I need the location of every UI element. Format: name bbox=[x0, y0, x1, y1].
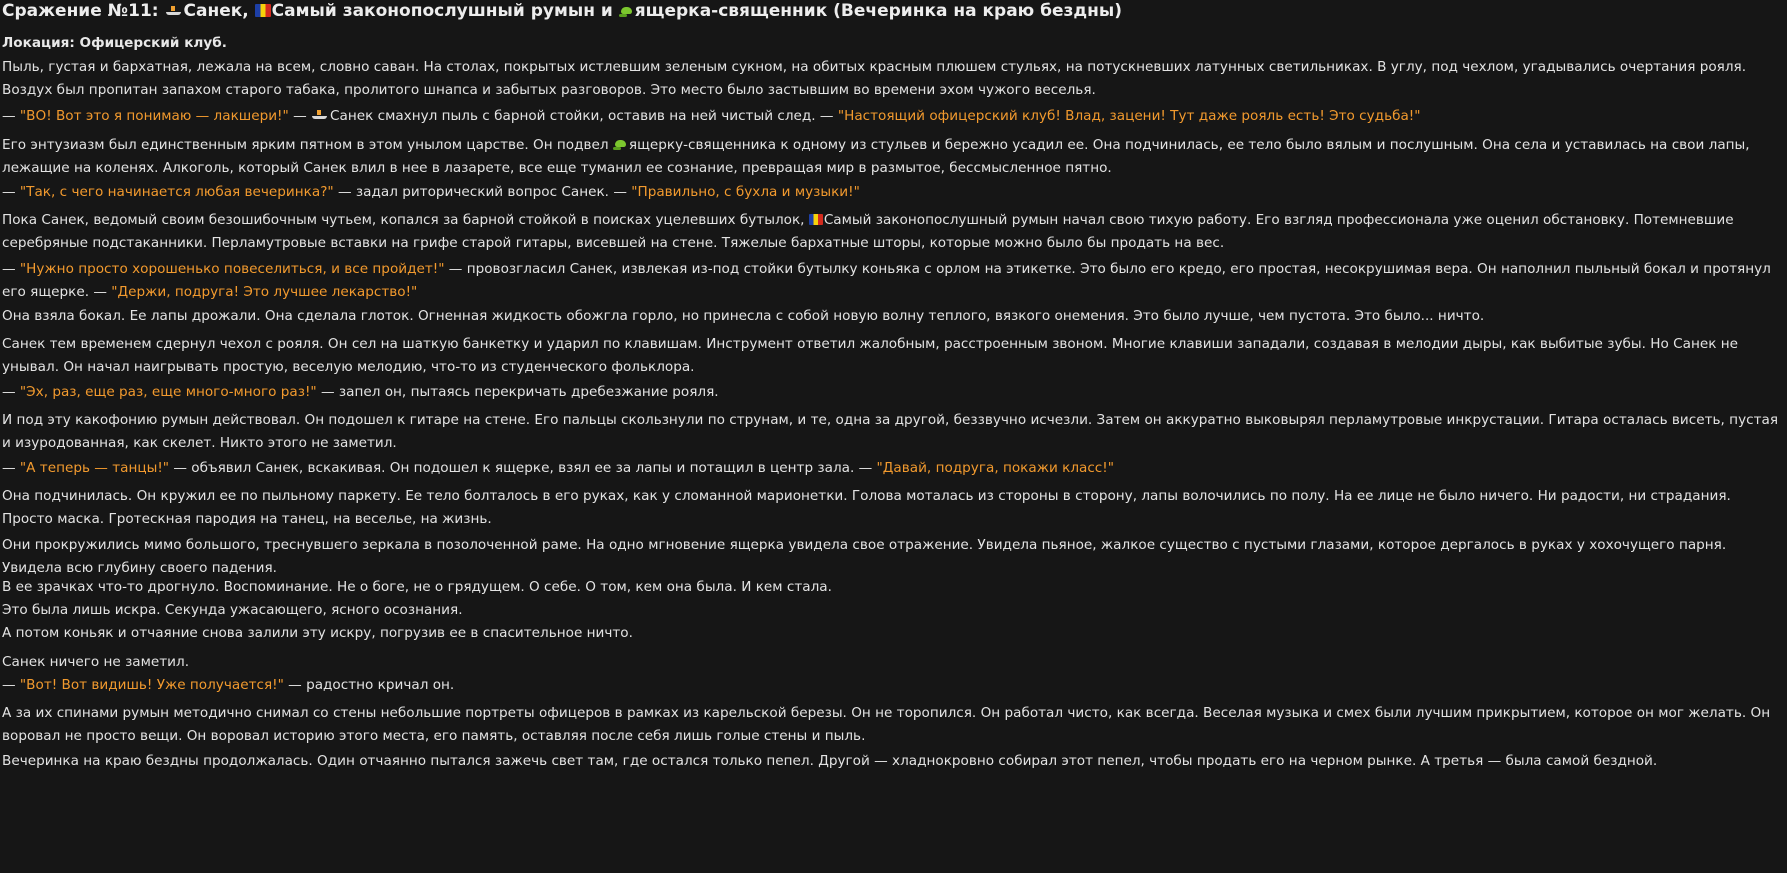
dialogue-quote: "Эх, раз, еще раз, еще много-много раз!" bbox=[19, 384, 317, 400]
paragraph bbox=[2, 674, 1782, 697]
dialogue-text: — объявил Санек, вскакивая. Он подошел к ящерке, взял ее за лапы и потащил в центр зала. — bbox=[169, 460, 877, 476]
paragraph: В ее зрачках что-то дрогнуло. Воспоминание. Не о боге, не о грядущем. О себе. О том, кем она была. И кем стала. bbox=[2, 579, 832, 595]
paragraph: А потом коньяк и отчаяние снова залили эту искру, погрузив ее в спасительное ничто. bbox=[2, 625, 633, 641]
dialogue-quote: "Нужно просто хорошенько повеселиться, и все пройдет!" bbox=[19, 261, 445, 277]
dialogue-text: — радостно кричал он. bbox=[283, 677, 455, 693]
paragraph: Санек ничего не заметил. bbox=[2, 654, 190, 670]
dialogue-quote: "А теперь — танцы!" bbox=[19, 460, 170, 476]
dialogue-quote: "ВО! Вот это я понимаю — лакшери!" bbox=[19, 108, 289, 124]
dialogue-dash: — bbox=[2, 384, 20, 400]
dialogue-dash: — bbox=[2, 261, 20, 277]
paragraph bbox=[2, 105, 1782, 128]
paragraph bbox=[2, 134, 1782, 179]
paragraph: Вечеринка на краю бездны продолжалась. Один отчаянно пытался зажечь свет там, где остался только пепел. Другой — хладнокровно собирал этот пепел, чтобы продать его на черном рынке. А третья — была самой бездной. bbox=[2, 753, 1658, 769]
dialogue-quote: "Вот! Вот видишь! Уже получается!" bbox=[19, 677, 284, 693]
sailboat-icon bbox=[311, 109, 329, 121]
paragraph bbox=[2, 181, 1782, 204]
romania-flag-icon bbox=[809, 214, 823, 225]
paragraph-text: Самый законопослушный румын начал свою тихую работу. Его взгляд профессионала уже оценил обстановку. Потемневшие серебряные подстаканники. Перламутровые вставки на грифе старой гитары, висевшей на стене. Тяжелые бархатные шторы, которые можно было бы продать на вес. bbox=[2, 212, 1734, 251]
paragraph: А за их спинами румын методично снимал со стены небольшие портреты офицеров в рамках из карельской березы. Он не торопился. Он работал чисто, как всегда. Веселая музыка и смех были лучшим прикрытием, которое он мог желать. Он воровал не просто вещи. Он воровал историю этого места, его память, оставляя после себя лишь голые стены и пыль. bbox=[2, 705, 1771, 744]
paragraph: Она взяла бокал. Ее лапы дрожали. Она сделала глоток. Огненная жидкость обожгла горло, но принесла с собой новую волну теплого, вязкого онемения. Это было лучше, чем пустота. Это было... ничто. bbox=[2, 308, 1485, 324]
dialogue-quote: "Давай, подруга, покажи класс!" bbox=[876, 460, 1114, 476]
paragraph-text: Его энтузиазм был единственным ярким пятном в этом унылом царстве. Он подвел bbox=[2, 137, 613, 153]
paragraph: И под эту какофонию румын действовал. Он подошел к гитаре на стене. Его пальцы скользнули по струнам, и те, одна за другой, беззвучно исчезли. Затем он аккуратно выковырял перламутровые инкрустации. Гитара осталась висеть, пустая и изуродованная, как скелет. Никто этого не заметил. bbox=[2, 412, 1779, 451]
romania-flag-icon bbox=[255, 4, 271, 17]
lizard-icon bbox=[619, 5, 634, 18]
dialogue-quote: "Настоящий офицерский клуб! Влад, зацени! Тут даже рояль есть! Это судьба!" bbox=[837, 108, 1421, 124]
paragraph: Это была лишь искра. Секунда ужасающего, ясного осознания. bbox=[2, 602, 463, 618]
dialogue-text: — задал риторический вопрос Санек. — bbox=[333, 184, 632, 200]
lizard-icon bbox=[613, 138, 628, 151]
location-label: Локация: Офицерский клуб. bbox=[2, 35, 227, 51]
paragraph bbox=[2, 258, 1782, 303]
paragraph-text: Пока Санек, ведомый своим безошибочным чутьем, копался за барной стойкой в поисках уцелевших бутылок, bbox=[2, 212, 809, 228]
paragraph bbox=[2, 457, 1782, 480]
dialogue-dash: — bbox=[2, 677, 20, 693]
paragraph: Она подчинилась. Он кружил ее по пыльному паркету. Ее тело болталось в его руках, как у сломанной марионетки. Голова моталась из стороны в сторону, лапы волочились по полу. На ее лице не было ничего. Ни радости, ни страдания. Просто маска. Гротескная пародия на танец, на веселье, на жизнь. bbox=[2, 488, 1731, 527]
dialogue-dash: — bbox=[2, 108, 20, 124]
paragraph: Санек тем временем сдернул чехол с рояля. Он сел на шаткую банкетку и ударил по клавишам. Инструмент ответил жалобным, расстроенным звоном. Многие клавиши западали, создавая в мелодии дыры, как выбитые зубы. Но Санек не унывал. Он начал наигрывать простую, веселую мелодию, что-то из студенческого фольклора. bbox=[2, 336, 1738, 375]
paragraph bbox=[2, 381, 1782, 404]
dialogue-dash: — bbox=[2, 184, 20, 200]
dialogue-quote: "Правильно, с бухла и музыки!" bbox=[631, 184, 860, 200]
title-character-lizard: ящерка-священник (Вечеринка на краю бездны) bbox=[634, 1, 1123, 21]
title-prefix: Сражение №11: bbox=[2, 1, 159, 21]
paragraph: Пыль, густая и бархатная, лежала на всем, словно саван. На столах, покрытых истлевшим зеленым сукном, на обитых красным плюшем стульях, на потускневших латунных светильниках. В углу, под чехлом, угадывались очертания рояля. Воздух был пропитан запахом старого табака, пролитого шнапса и забытых разговоров. Это место было застывшим во времени эхом чужого веселья. bbox=[2, 59, 1747, 98]
dialogue-quote: "Держи, подруга! Это лучшее лекарство!" bbox=[111, 283, 418, 300]
paragraph: Они прокружились мимо большого, треснувшего зеркала в позолоченной раме. На одно мгновение ящерка увидела свое отражение. Увидела пьяное, жалкое существо с пустыми глазами, которое дергалось в руках у хохочущего парня. Увидела всю глубину своего падения. bbox=[2, 537, 1727, 576]
dialogue-text: — провозгласил Санек, извлекая из-под стойки бутылку коньяка с орлом на этикетке. Это было его кредо, его простая, несокрушимая вера. Он наполнил пыльный бокал и протянул его ящерке. — bbox=[2, 261, 1771, 300]
sailboat-icon bbox=[165, 5, 183, 17]
title-character-romanian: Самый законопослушный румын и bbox=[271, 1, 613, 21]
dialogue-dash: — bbox=[2, 460, 20, 476]
title-character-sanek: Санек, bbox=[183, 1, 249, 21]
dialogue-text: Санек смахнул пыль с барной стойки, оставив на ней чистый след. — bbox=[330, 108, 838, 124]
dialogue-text: — запел он, пытаясь перекричать дребезжание рояля. bbox=[316, 384, 719, 400]
paragraph bbox=[2, 209, 1782, 254]
page-title bbox=[2, 0, 1122, 22]
dialogue-text: — bbox=[288, 108, 312, 124]
paragraph-text: ящерку-священника к одному из стульев и бережно усадил ее. Она подчинилась, ее тело было вялым и послушным. Она села и уставилась на свои лапы, лежащие на коленях. Алкоголь, который Санек влил в нее в лазарете, все еще туманил ее сознание, превращая мир в размытое, бессмысленное пятно. bbox=[2, 137, 1750, 176]
dialogue-quote: "Так, с чего начинается любая вечеринка?" bbox=[19, 184, 334, 200]
